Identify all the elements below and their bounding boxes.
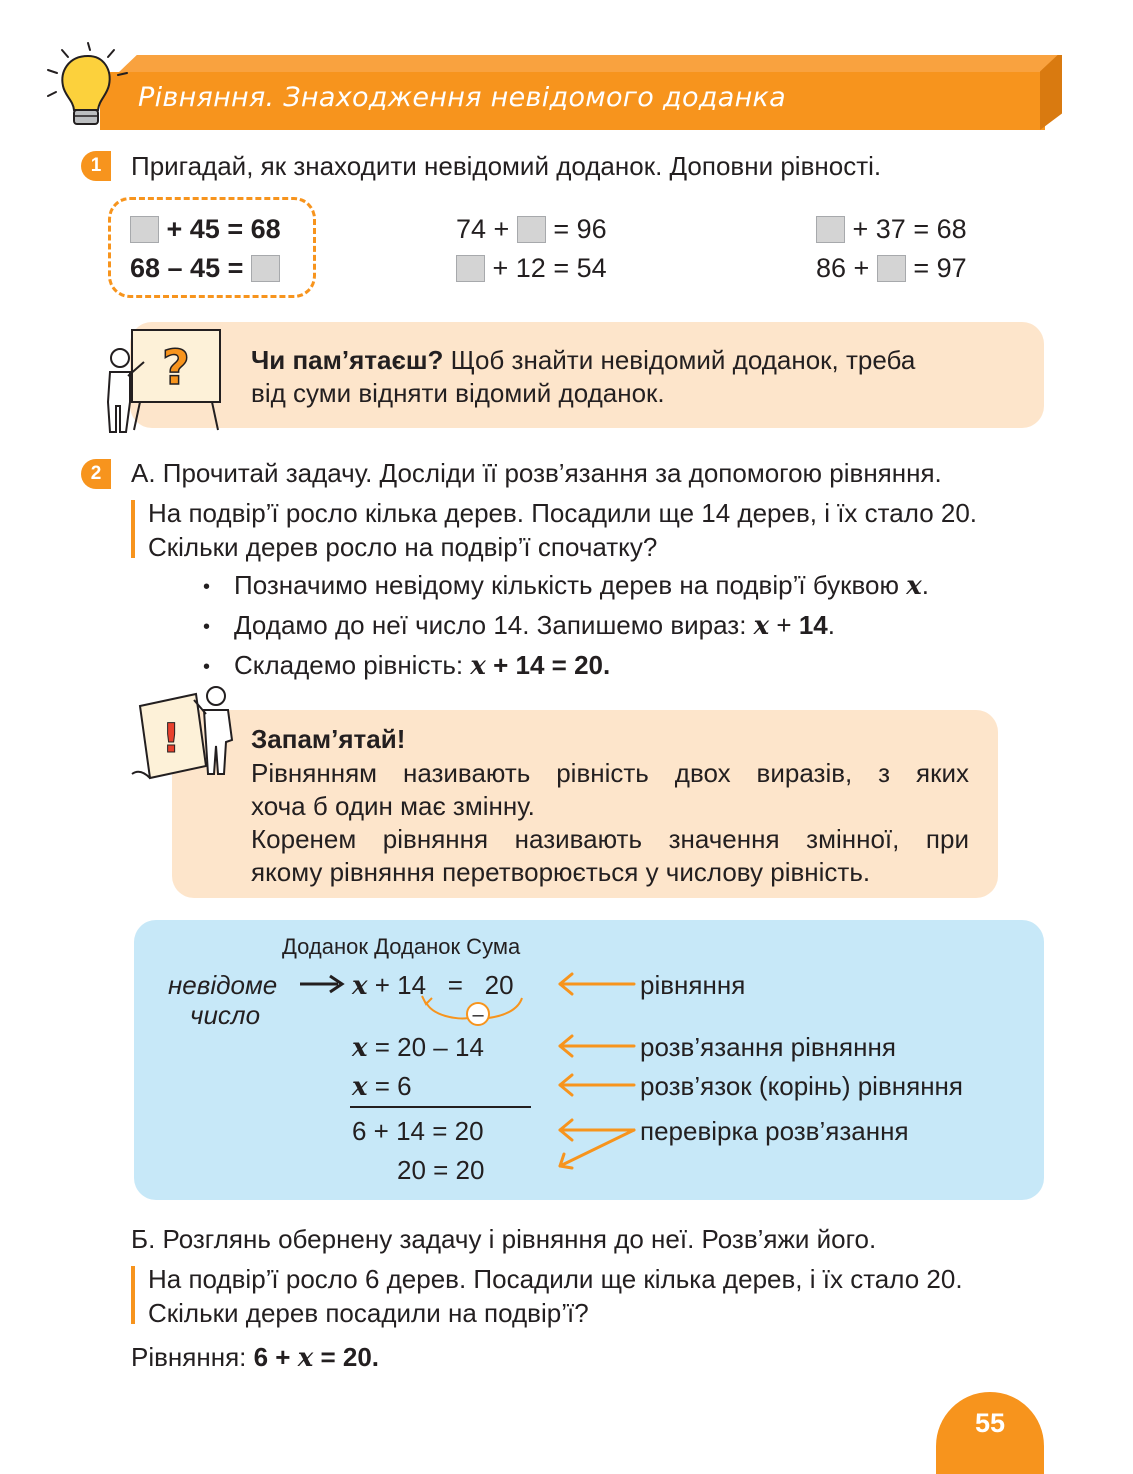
task2-part-a: А. Прочитай задачу. Досліди її розв’язання за допомогою рівняння. <box>131 458 942 488</box>
arrow-right-icon <box>298 974 346 994</box>
rule-line-1: Рівнянням називають рівність двох виразів, з яких <box>251 758 969 788</box>
scheme-step-2: x = 20 – 14 <box>352 1032 484 1063</box>
page-number: 55 <box>974 1408 1006 1438</box>
scheme-check-1: 6 + 14 = 20 <box>352 1116 484 1146</box>
equation-2a: 74 + = 96 <box>456 214 607 244</box>
rule-line-3: Коренем рівняння називають значення змінної, при <box>251 824 969 854</box>
bullet-icon: • <box>203 576 211 598</box>
problem-b-line-1: На подвір’ї росло 6 дерев. Посадили ще кілька дерев, і їх стало 20. <box>148 1264 963 1294</box>
answer-box[interactable] <box>251 255 280 282</box>
unknown-label-1: невідоме <box>168 970 278 1000</box>
rule-line-2: хоча б один має змінну. <box>251 791 535 821</box>
svg-text:!: ! <box>162 716 181 762</box>
rule-title: Запам’ятай! <box>251 724 406 754</box>
problem-bar <box>131 1266 135 1324</box>
problem-bar <box>131 500 135 558</box>
reminder-line-1: Чи пам’ятаєш? Щоб знайти невідомий доданок, треба <box>251 345 916 375</box>
equation-1b: 68 – 45 = <box>130 251 280 285</box>
page-title: Рівняння. Знаходження невідомого доданка <box>138 82 786 113</box>
bullet-icon: • <box>203 656 211 678</box>
scheme-check-2: 20 = 20 <box>397 1155 485 1185</box>
task-number-badge: 1 <box>81 151 111 181</box>
label-root: розв’язок (корінь) рівняння <box>640 1071 963 1101</box>
reminder-line-2: від суми відняти відомий доданок. <box>251 378 665 408</box>
lightbulb-icon <box>40 38 135 133</box>
minus-sign: – <box>472 1004 484 1026</box>
bullet-2: Додамо до неї число 14. Запишемо вираз: x + 14. <box>234 610 835 641</box>
bullet-3: Складемо рівність: x + 14 = 20. <box>234 650 611 681</box>
unknown-label-2: число <box>190 1000 261 1030</box>
equation-2b: + 12 = 54 <box>456 251 607 285</box>
answer-box[interactable] <box>130 216 159 243</box>
equation-3b: 86 + = 97 <box>816 253 967 283</box>
bullet-icon: • <box>203 616 211 638</box>
teacher-board-question-icon <box>96 322 231 434</box>
part-b-equation: Рівняння: 6 + x = 20. <box>131 1342 380 1373</box>
scheme-header: Доданок Доданок Сума <box>282 934 521 959</box>
problem-b-line-2: Скільки дерев посадили на подвір’ї? <box>148 1298 589 1328</box>
scheme-equation: x + 14 = 20 <box>352 970 514 1001</box>
header-banner-top <box>118 55 1058 73</box>
svg-text:?: ? <box>162 340 190 396</box>
label-equation: рівняння <box>640 970 746 1000</box>
scheme-step-3: x = 6 <box>352 1071 412 1102</box>
divider-line <box>350 1106 531 1108</box>
task-number-badge: 2 <box>81 459 111 489</box>
arrow-left-icon <box>550 968 640 1178</box>
bullet-1: Позначимо невідому кількість дерев на подвір’ї буквою x. <box>234 570 929 601</box>
label-check: перевірка розв’язання <box>640 1116 909 1146</box>
label-solving: розв’язання рівняння <box>640 1032 896 1062</box>
answer-box[interactable] <box>816 216 845 243</box>
problem-a-line-2: Скільки дерев росло на подвір’ї спочатку? <box>148 532 658 562</box>
problem-a-line-1: На подвір’ї росло кілька дерев. Посадили ще 14 дерев, і їх стало 20. <box>148 498 978 528</box>
rule-line-4: якому рівняння перетворюється у числову рівність. <box>251 857 871 887</box>
answer-box[interactable] <box>456 255 485 282</box>
task2-part-b: Б. Розглянь обернену задачу і рівняння до неї. Розв’яжи його. <box>131 1224 877 1254</box>
answer-box[interactable] <box>877 255 906 282</box>
person-scroll-exclamation-icon <box>128 684 243 784</box>
answer-box[interactable] <box>517 216 546 243</box>
task1-instruction: Пригадай, як знаходити невідомий доданок. Доповни рівності. <box>131 151 882 181</box>
equation-1a: + 45 = 68 <box>130 212 281 246</box>
equation-3a: + 37 = 68 <box>816 212 967 246</box>
